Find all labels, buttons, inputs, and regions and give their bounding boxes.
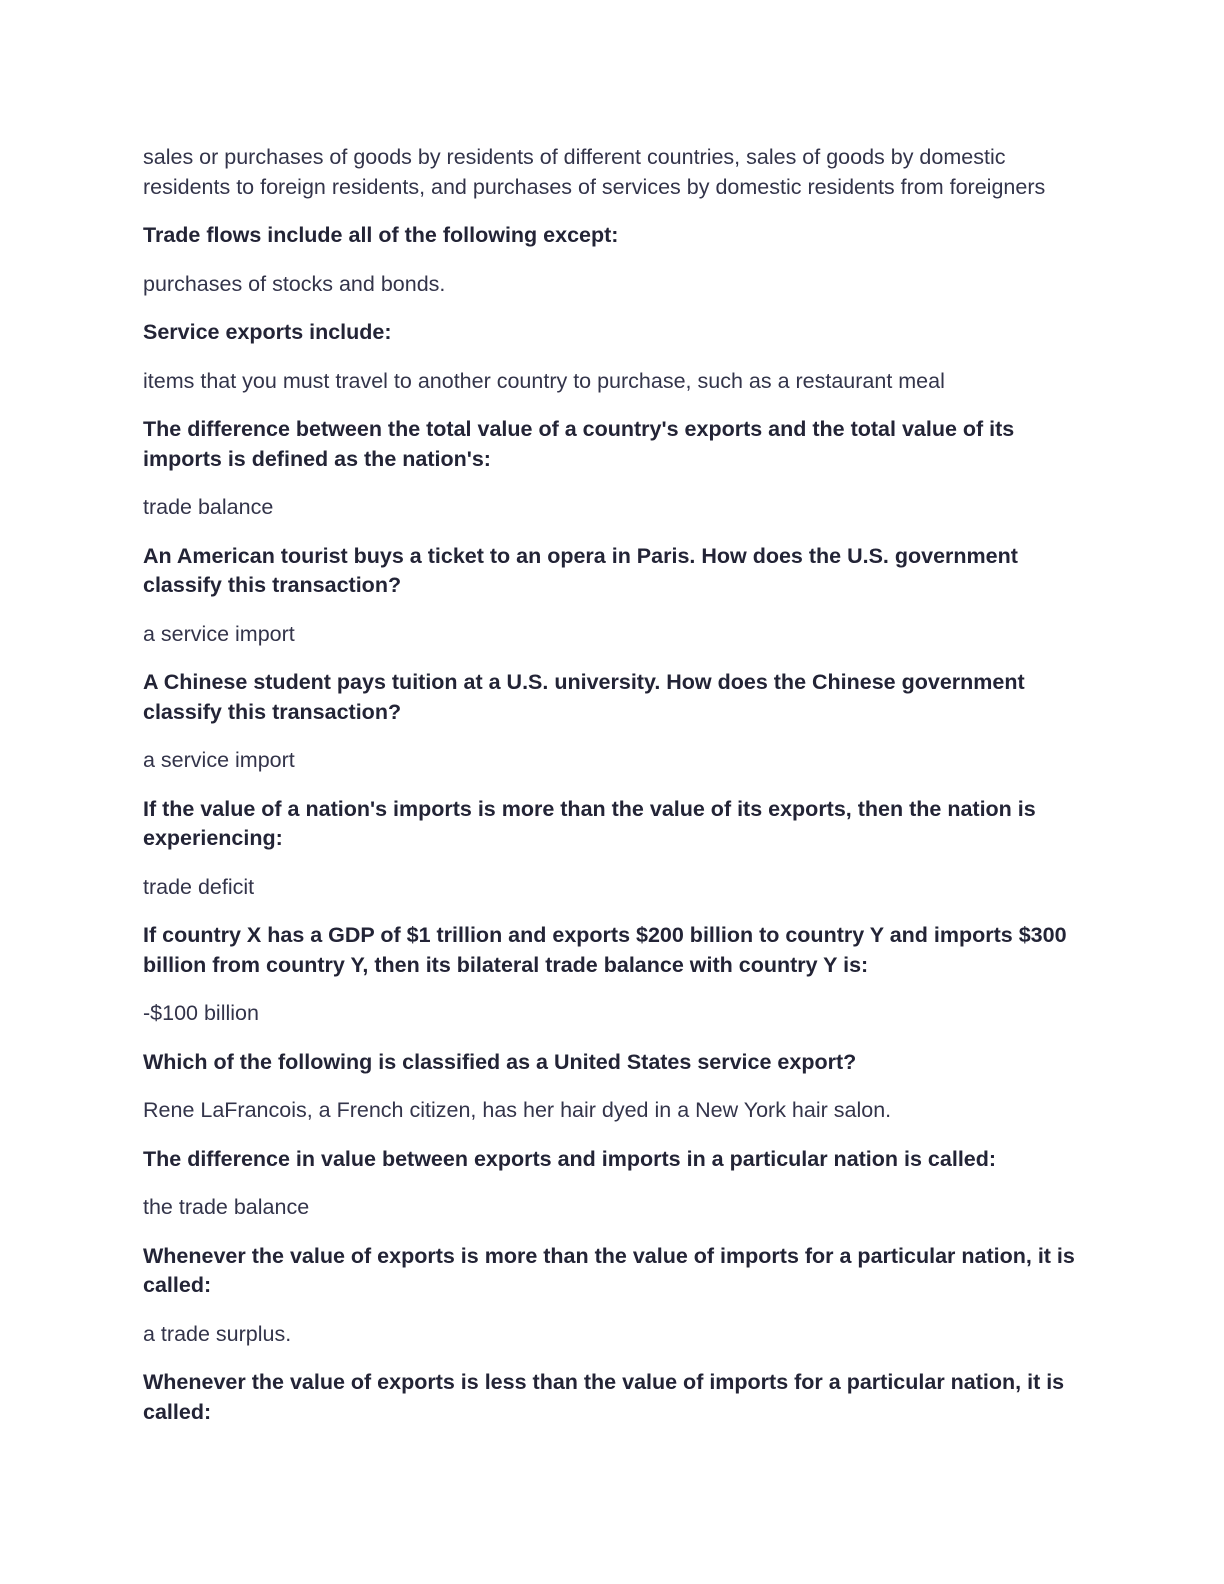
question-text: Service exports include: [143,320,392,344]
question-text: If the value of a nation's imports is more than the value of its exports, then the nation is experiencing: [143,796,1036,850]
answer-text: Rene LaFrancois, a French citizen, has her hair dyed in a New York hair salon. [143,1098,892,1122]
question-text: Whenever the value of exports is less than the value of imports for a particular nation, it is called: [143,1370,1065,1424]
question-text: Trade flows include all of the following except: [143,223,619,247]
question-text: The difference between the total value of a country's exports and the total value of its imports is defined as the nation's: [143,417,1015,471]
answer-text: a service import [143,621,295,646]
answer-text: items that you must travel to another country to purchase, such as a restaurant meal [143,368,945,393]
question-text: Which of the following is classified as a United States service export? [143,1049,857,1074]
answer-text: purchases of stocks and bonds. [143,271,446,296]
answer-text: trade balance [143,495,274,519]
answer-text: a trade surplus. [143,1321,292,1346]
answer-text: -$100 billion [143,1001,259,1025]
answer-text: sales or purchases of goods by residents of different countries, sales of goods by domestic residents to foreign residents, and purchases of services by domestic residents from foreigners [143,145,1046,199]
question-text: An American tourist buys a ticket to an opera in Paris. How does the U.S. government classify this transaction? [143,543,1018,597]
question-text: If country X has a GDP of $1 trillion and exports $200 billion to country Y and imports $300 billion from country Y, then its bilateral trade balance with country Y is: [143,923,1067,977]
answer-text: a service import [143,748,295,772]
question-text: Whenever the value of exports is more than the value of imports for a particular nation, it is called: [143,1243,1075,1297]
question-text: The difference in value between exports and imports in a particular nation is called: [143,1146,997,1171]
document-page [143,143,1083,1427]
question-text: A Chinese student pays tuition at a U.S. university. How does the Chinese government classify this transaction? [143,670,1025,724]
answer-text: the trade balance [143,1195,310,1219]
answer-text: trade deficit [143,874,255,899]
